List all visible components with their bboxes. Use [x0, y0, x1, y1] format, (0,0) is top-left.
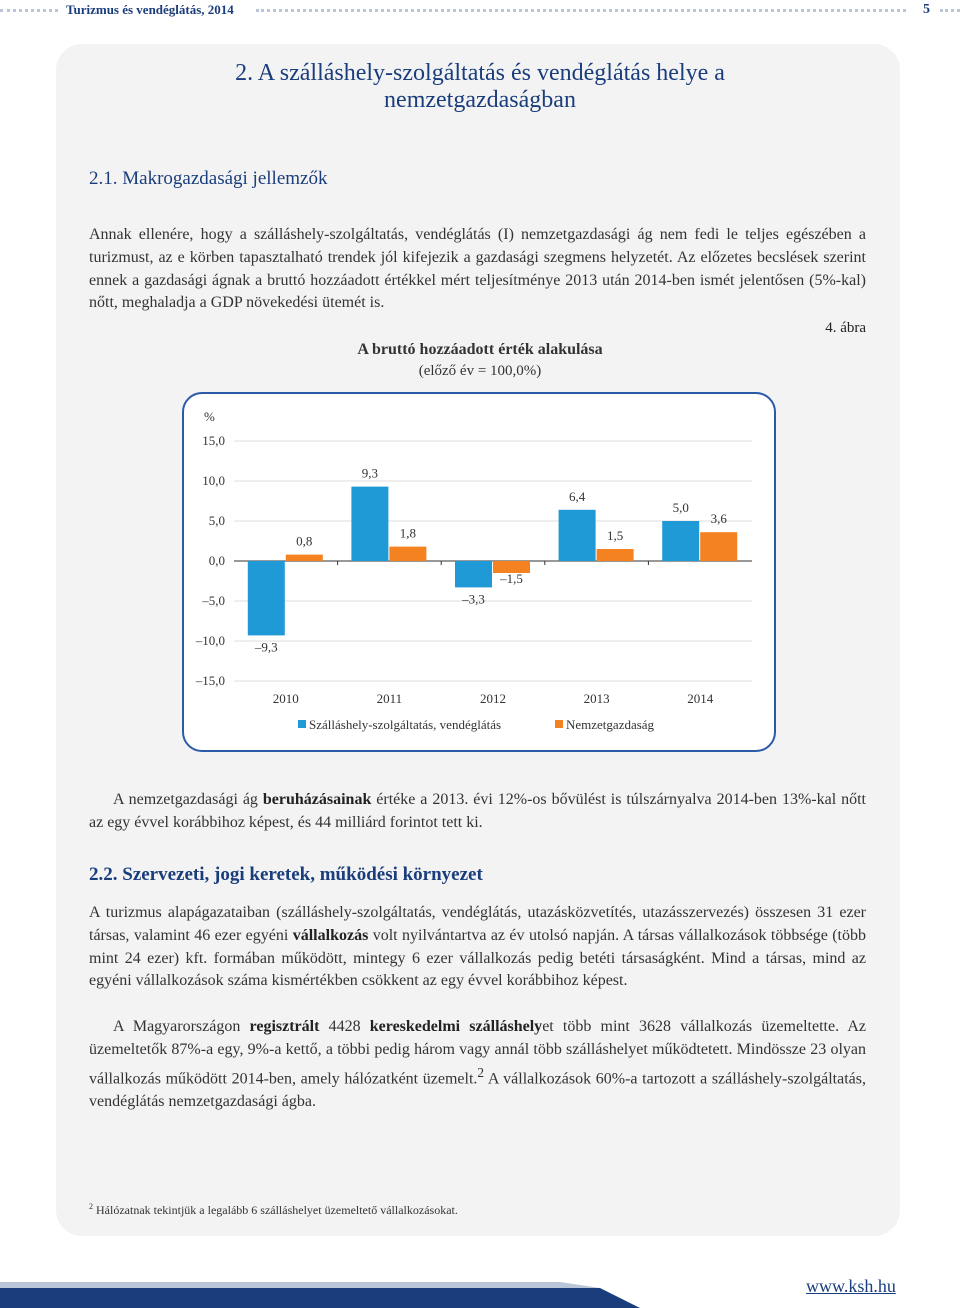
bar [597, 549, 634, 561]
legend-swatch [555, 720, 563, 728]
subsection-title-2-1: 2.1. Makrogazdasági jellemzők [89, 168, 328, 189]
x-tick-label: 2012 [480, 691, 506, 706]
section-title-line-2: nemzetgazdaságban [384, 87, 576, 113]
legend-swatch [298, 720, 306, 728]
section-title-line-1: 2. A szálláshely-szolgáltatás és vendéglátás helye a [235, 60, 725, 86]
bar [248, 561, 285, 635]
y-tick-label: –10,0 [195, 633, 225, 648]
x-tick-label: 2013 [583, 691, 610, 706]
y-tick-label: –5,0 [202, 593, 225, 608]
bar [559, 510, 596, 561]
page-number: 5 [923, 2, 930, 17]
bold-registered: regisztrált [249, 1018, 320, 1035]
x-tick-label: 2011 [376, 691, 403, 706]
x-tick-label: 2014 [687, 691, 714, 706]
data-label: 1,5 [606, 528, 624, 543]
bold-investment: beruházásainak [262, 791, 372, 808]
bar [351, 487, 388, 561]
paragraph-intro: Annak ellenére, hogy a szálláshely-szolgáltatás, vendéglátás (I) nemzetgazdasági ág nem fedi le teljes egészében a turizmust, az e körben tapasztalható trendek jól kifejezik a gazdasági szegmens helyzetét. Az előzetes becslések szerint ennek a gazdasági ágnak a bruttó hozzáadott értékkel mért teljesítménye 2013 után 2014-ben ismét jelentősen (5%-kal) nőtt, meghaladja a GDP növekedési ütemét is. [89, 226, 866, 312]
paragraph-accommodation: A Magyarországon regisztrált 4428 kereskedelmi szálláshelyet több mint 3628 vállalkozás üzemeltette. Az üzemeltetők 87%-a egy, 9%-a kettő, a többi pedig három vagy annál több szálláshelyet működtetett. Mindössze 23 olyan vállalkozás működött 2014-ben, amely hálózatként üzemelt.$^2$ A vállalkozások 60%-a tartozott a szálláshely-szolgáltatás, vendéglátás nemzetgazdasági ágba. [89, 1018, 867, 1110]
bar [389, 547, 426, 561]
x-tick-label: 2010 [272, 691, 299, 706]
y-tick-label: 5,0 [208, 513, 225, 528]
subsection-title-2-2: 2.2. Szervezeti, jogi keretek, működési környezet [89, 864, 483, 885]
chart-title: A bruttó hozzáadott érték alakulása [357, 341, 603, 358]
chart-subtitle: (előző év = 100,0%) [418, 363, 542, 379]
legend-label: Szálláshely-szolgáltatás, vendéglátás [309, 717, 502, 732]
data-label: 5,0 [672, 500, 689, 515]
data-label: 6,4 [568, 488, 586, 504]
data-label: 3,6 [710, 511, 727, 527]
y-axis-label: % [204, 409, 215, 424]
y-tick-label: 15,0 [202, 433, 225, 448]
data-label: –1,5 [500, 571, 523, 586]
data-label: 9,3 [361, 465, 379, 481]
data-label: 1,8 [399, 525, 417, 541]
paragraph-enterprises: A turizmus alapágazataiban (szálláshely-szolgáltatás, vendéglátás, utazásközvetítés, utazásszervezés) összesen 31 ezer társas, valamint 46 ezer egyéni vállalkozás volt nyilvántartva az év utolsó napján. A társas vállalkozások többsége (több mint 24 ezer) kft. formában működött, mintegy 6 ezer vállalkozás pedig betéti társaságként. Mind a társas, mind az egyéni vállalkozások száma kismértékben csökkent az egy évvel korábbihoz képest. [89, 904, 866, 990]
legend-label: Nemzetgazdaság [566, 717, 655, 732]
y-tick-label: 10,0 [202, 473, 225, 488]
data-label: –9,3 [254, 639, 278, 655]
bar [662, 521, 699, 561]
y-tick-label: –15,0 [195, 673, 225, 688]
bar [286, 555, 323, 561]
header-title: Turizmus és vendéglátás, 2014 [66, 2, 234, 17]
y-tick-label: 0,0 [208, 553, 225, 568]
figure-label: 4. ábra [825, 320, 866, 336]
footnote: $^2$ Hálózatnak tekintjük a legalább 6 szálláshelyet üzemeltető vállalkozásokat. [89, 1202, 458, 1217]
data-label: –3,3 [462, 591, 485, 607]
bar [455, 561, 492, 587]
paragraph-investment: A nemzetgazdasági ág beruházásainak értéke a 2013. évi 12%-os bővülést is túlszárnyalva 2014-ben 13%-kal nőtt az egy évvel korábbihoz képest, és 44 milliárd forintot tett ki. [89, 791, 867, 831]
bold-enterprise: vállalkozás [292, 926, 369, 944]
footnote-ref: 2 [477, 1064, 485, 1080]
data-label: 0,8 [296, 533, 313, 549]
bold-commercial-accommodation: kereskedelmi szálláshely [369, 1018, 543, 1035]
ksh-website-link[interactable]: www.ksh.hu [806, 1276, 896, 1296]
bar [700, 532, 737, 561]
